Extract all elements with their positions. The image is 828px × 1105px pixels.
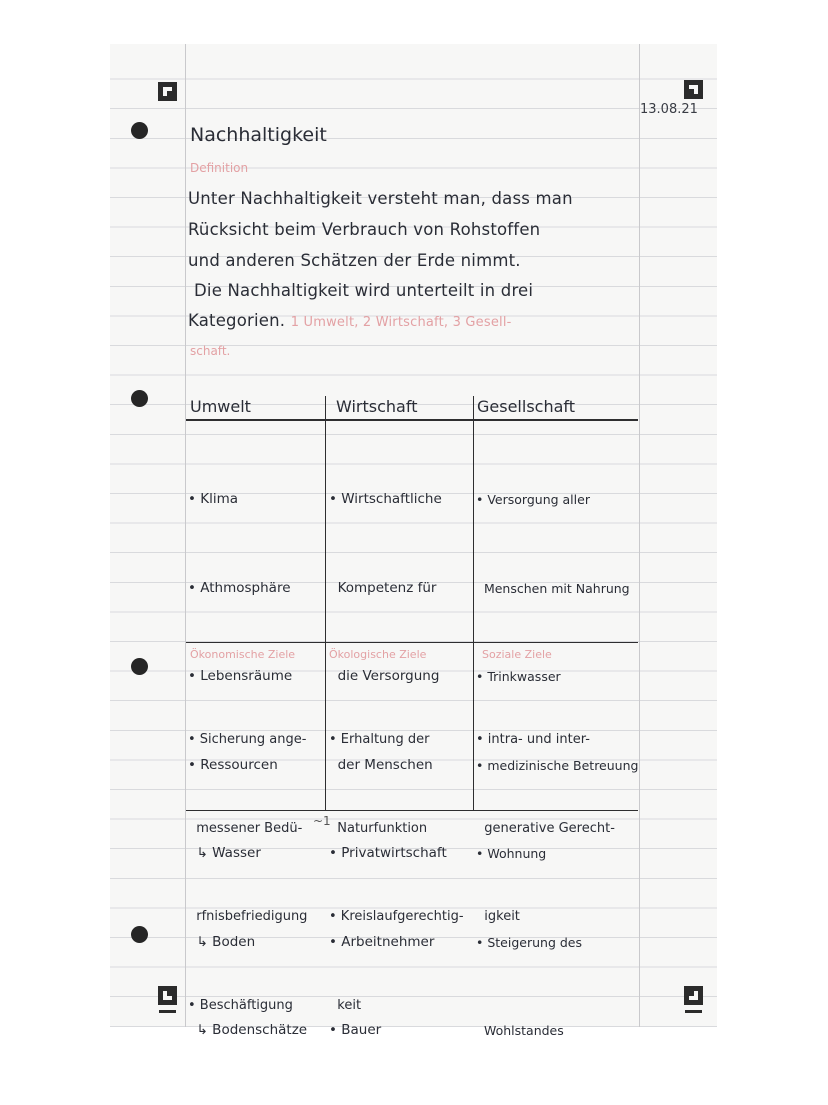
table-col-divider [473,396,474,811]
goal-header-oekologisch: Ökologische Ziele [329,648,427,661]
oekologisch-column [329,666,464,1079]
list-item: • medizinische Betreuung [476,757,639,773]
corner-marker-icon [158,82,177,101]
punch-hole-icon [131,390,148,407]
sozial-column [476,666,615,991]
list-item: • Klima [188,491,239,507]
corner-marker-icon [158,986,177,1005]
list-item: • Bauer [329,1022,382,1038]
list-item: ↳ Bodenschätze [188,1022,308,1038]
list-item: die Versorgung [329,668,440,684]
definition-line: Rücksicht beim Verbrauch von Rohstoffen [188,220,541,239]
list-item: der Menschen [329,756,433,773]
page-title: Nachhaltigkeit [190,124,327,146]
punch-hole-icon [131,658,148,675]
goal-header-sozial: Soziale Ziele [482,648,552,661]
footnote-mark: ~1 [313,814,331,828]
list-item: Menschen mit Nahrung [476,580,630,596]
list-item: rfnisbefriedigung [188,909,308,924]
definition-line: Unter Nachhaltigkeit versteht man, dass man [188,189,573,208]
table-header-rule [186,419,638,421]
goal-header-oekonomisch: Ökonomische Ziele [190,648,296,661]
list-item: Kompetenz für [329,579,437,596]
list-item: • intra- und inter- [476,732,590,747]
oekonomisch-column [188,666,307,1079]
list-item: keit [329,997,362,1013]
list-item: ↳ Wasser [188,845,261,861]
list-item: • Steigerung des [476,934,582,950]
table-header-wirtschaft: Wirtschaft [336,397,418,416]
notebook-page [110,44,717,1038]
list-item: • Wirtschaftliche [329,491,442,507]
list-item: • Privatwirtschaft [329,845,447,861]
categories-list: 1 Umwelt, 2 Wirtschaft, 3 Gesell- [290,315,512,330]
categories-continuation: schaft. [190,344,231,358]
right-margin-line [639,44,640,1027]
list-item: ↳ Boden [188,933,256,950]
corner-bar [159,1010,176,1013]
list-item: Naturfunktion [329,820,428,836]
table-col-divider [325,396,326,811]
list-item: Wohlstandes [476,1023,564,1038]
list-item: messener Bedü- [188,820,303,836]
definition-line: Die Nachhaltigkeit wird unterteilt in drei [194,281,534,300]
list-item: • Arbeitnehmer [329,933,435,950]
date: 13.08.21 [640,102,698,117]
left-margin-line [185,44,186,1027]
list-item: • Athmosphäre [188,579,291,596]
list-item: • Wohnung [476,846,547,861]
list-item: • Lebensräume [188,668,293,684]
list-item: • Trinkwasser [476,669,561,684]
definition-line: und anderen Schätzen der Erde nimmt. [188,251,521,270]
categories-prefix: Kategorien. [188,311,286,330]
list-item: • Kreislaufgerechtig- [329,909,464,924]
list-item: • Ressourcen [188,756,278,773]
list-item: igkeit [476,909,520,924]
table-header-gesellschaft: Gesellschaft [477,397,576,416]
list-item: • Erhaltung der [329,732,430,747]
corner-bar [685,1010,702,1013]
list-item: • Versorgung aller [476,492,590,507]
definition-label: Definition [190,161,249,175]
punch-hole-icon [131,122,148,139]
corner-marker-icon [684,80,703,99]
list-item: • Beschäftigung [188,997,293,1013]
punch-hole-icon [131,926,148,943]
list-item: generative Gerecht- [476,820,615,836]
list-item: • Sicherung ange- [188,732,307,747]
categories-line [188,311,512,330]
corner-marker-icon [684,986,703,1005]
table-header-umwelt: Umwelt [190,397,251,416]
